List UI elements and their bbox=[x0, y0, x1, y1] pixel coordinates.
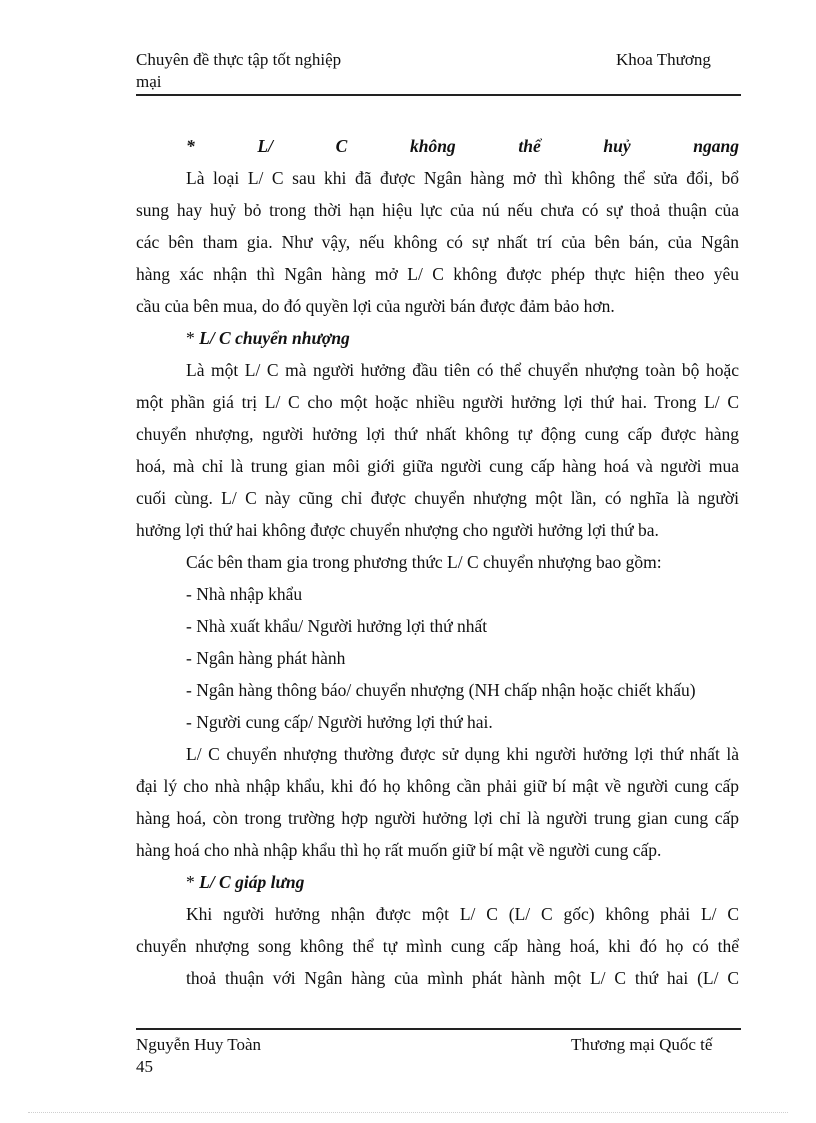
heading-title: L/ C giáp lưng bbox=[199, 872, 305, 892]
heading-back-to-back-lc bbox=[136, 866, 739, 898]
footer-left bbox=[136, 1034, 261, 1078]
paragraph-line: một phần giá trị L/ C cho một hoặc nhiều người hưởng lợi thứ hai. Trong L/ C bbox=[136, 392, 739, 412]
heading-word: thể bbox=[518, 136, 541, 156]
header-title-cont: mại bbox=[136, 72, 162, 91]
heading-title: L/ C chuyển nhượng bbox=[199, 328, 350, 348]
paragraph-line: hưởng lợi thứ hai không được chuyển nhượng cho người hưởng lợi thứ ba. bbox=[136, 520, 659, 540]
paragraph-line: L/ C chuyển nhượng thường được sử dụng khi người hưởng lợi thứ nhất là bbox=[186, 744, 739, 764]
heading-irrevocable-lc bbox=[136, 130, 739, 162]
list-item: - Ngân hàng phát hành bbox=[186, 648, 346, 668]
paragraph-back-to-back bbox=[136, 898, 739, 994]
paragraph-line: thoả thuận với Ngân hàng của mình phát hành một L/ C thứ hai (L/ C bbox=[186, 968, 739, 988]
paragraph-line: cầu của bên mua, do đó quyền lợi của người bán được đảm bảo hơn. bbox=[136, 296, 615, 316]
parties-list bbox=[136, 578, 739, 738]
page-edge-divider bbox=[28, 1112, 788, 1113]
header-left bbox=[136, 49, 341, 93]
header-rule bbox=[136, 94, 741, 96]
paragraph-line: Khi người hưởng nhận được một L/ C (L/ C gốc) không phải L/ C bbox=[186, 904, 739, 924]
paragraph-line: đại lý cho nhà nhập khẩu, khi đó họ không cần phải giữ bí mật về người cung cấp bbox=[136, 776, 739, 796]
heading-transferable-lc bbox=[136, 322, 739, 354]
paragraph-irrevocable bbox=[136, 162, 739, 322]
paragraph-line: cuối cùng. L/ C này cũng chỉ được chuyển nhượng một lần, có nghĩa là người bbox=[136, 488, 739, 508]
heading-word: ngang bbox=[693, 136, 739, 156]
heading-word: C bbox=[335, 136, 348, 156]
page-body bbox=[136, 130, 739, 994]
author-name: Nguyễn Huy Toàn bbox=[136, 1035, 262, 1054]
paragraph-line: Là một L/ C mà người hưởng đầu tiên có thể chuyển nhượng toàn bộ hoặc bbox=[186, 360, 739, 380]
paragraph-line: sung hay huỷ bỏ trong thời hạn hiệu lực của nú nếu chưa có sự thoả thuận của bbox=[136, 200, 739, 220]
list-item: - Nhà xuất khẩu/ Người hưởng lợi thứ nhất bbox=[186, 616, 488, 636]
header-department: Khoa Thương bbox=[616, 50, 711, 69]
footer-rule bbox=[136, 1028, 741, 1030]
list-item: - Người cung cấp/ Người hưởng lợi thứ hai. bbox=[186, 712, 493, 732]
paragraph-line: các bên tham gia. Như vậy, nếu không có sự nhất trí của bên bán, của Ngân bbox=[136, 232, 739, 252]
paragraph-transferable bbox=[136, 354, 739, 546]
page-number: 45 bbox=[136, 1057, 153, 1076]
paragraph-line: hàng xác nhận thì Ngân hàng mở L/ C không được phép thực hiện theo yêu bbox=[136, 264, 739, 284]
heading-word: huỷ bbox=[603, 136, 631, 156]
paragraph-line: chuyển nhượng, người hưởng lợi thứ nhất không tự động cung cấp được hàng bbox=[136, 424, 739, 444]
list-item: - Ngân hàng thông báo/ chuyển nhượng (NH chấp nhận hoặc chiết khấu) bbox=[186, 680, 696, 700]
paragraph-usage bbox=[136, 738, 739, 866]
list-item: - Nhà nhập khẩu bbox=[186, 584, 303, 604]
heading-word: * bbox=[186, 136, 195, 156]
paragraph-line: hàng hoá, còn trong trường hợp người hưởng lợi chỉ là người trung gian cung cấp bbox=[136, 808, 739, 828]
header-title: Chuyên đề thực tập tốt nghiệp bbox=[136, 50, 342, 69]
paragraph-line: hoá, mà chỉ là trung gian môi giới giữa người cung cấp hàng hoá và người mua bbox=[136, 456, 739, 476]
paragraph-line: chuyển nhượng song không thể tự mình cung cấp hàng hoá, khi đó họ có thể bbox=[136, 936, 739, 956]
parties-intro: Các bên tham gia trong phương thức L/ C chuyển nhượng bao gồm: bbox=[186, 552, 662, 572]
paragraph-line: hàng hoá cho nhà nhập khẩu thì họ rất muốn giữ bí mật về người cung cấp. bbox=[136, 840, 662, 860]
paragraph-line: Là loại L/ C sau khi đã được Ngân hàng mở thì không thể sửa đổi, bổ bbox=[186, 168, 739, 188]
heading-bullet: * bbox=[186, 872, 200, 892]
footer-department: Thương mại Quốc tế bbox=[571, 1035, 713, 1054]
heading-word: L/ bbox=[257, 136, 273, 156]
heading-bullet: * bbox=[186, 328, 200, 348]
heading-word: không bbox=[409, 136, 456, 156]
